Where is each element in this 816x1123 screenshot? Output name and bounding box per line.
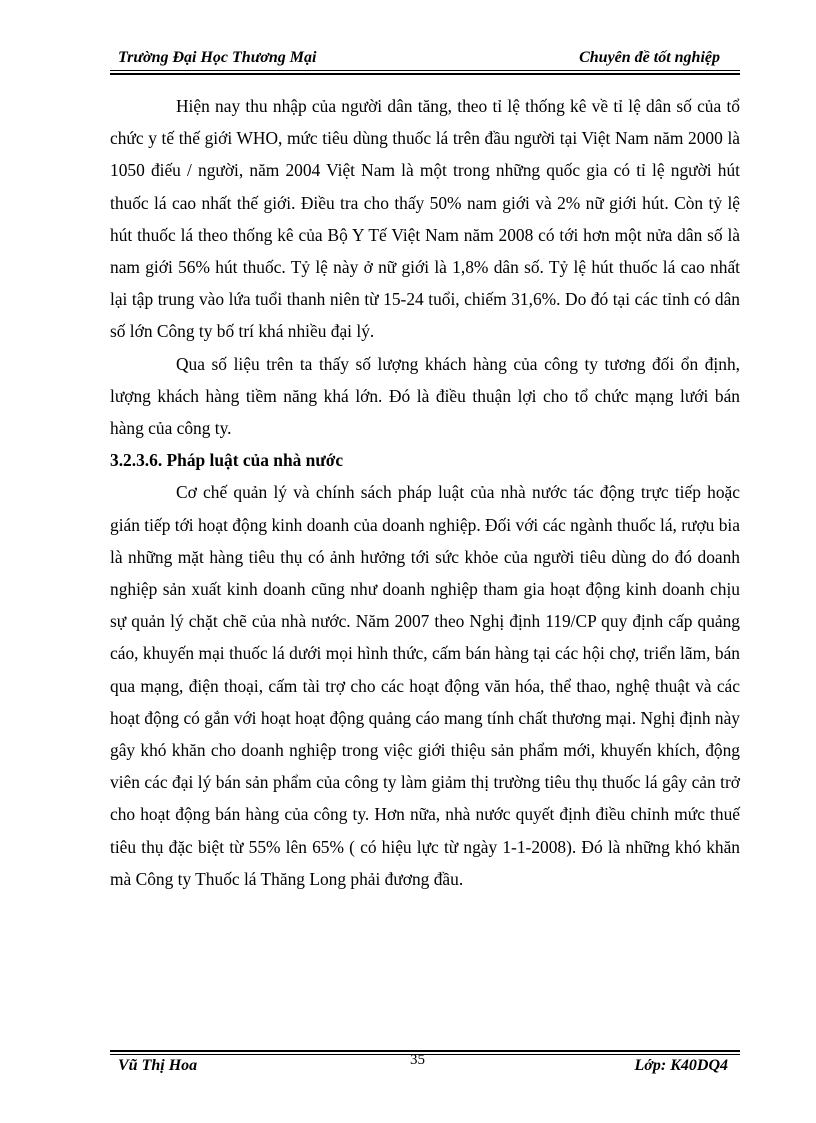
section-heading: 3.2.3.6. Pháp luật của nhà nước <box>110 450 344 471</box>
header-divider <box>110 70 740 71</box>
header-document-type: Chuyên đề tốt nghiệp <box>579 49 720 66</box>
header-divider-thick <box>110 73 740 75</box>
page-footer <box>110 1052 740 1077</box>
paragraph-population-stats: Hiện nay thu nhập của người dân tăng, theo tỉ lệ thống kê về tỉ lệ dân số của tổ chức y tế thế giới WHO, mức tiêu dùng thuốc lá trên đầu người tại Việt Nam năm 2000 là 1050 điếu / người, năm 2004 Việt Nam là một trong những quốc gia có tỉ lệ người hút thuốc lá cao nhất thế giới. Điều tra cho thấy 50% nam giới và 2% nữ giới hút. Còn tỷ lệ hút thuốc lá theo thống kê của Bộ Y Tế Việt Nam năm 2008 có tới hơn một nửa dân số là nam giới 56% hút thuốc. Tỷ lệ này ở nữ giới là 1,8% dân số. Tỷ lệ hút thuốc lá cao nhất lại tập trung vào lứa tuổi thanh niên từ 15-24 tuổi, chiếm 31,6%. Do đó tại các tỉnh có dân số lớn Công ty bố trí khá nhiều đại lý. <box>110 96 740 342</box>
paragraph-customer-analysis: Qua số liệu trên ta thấy số lượng khách hàng của công ty tương đối ổn định, lượng khách hàng tiềm năng khá lớn. Đó là điều thuận lợi cho tổ chức mạng lưới bán hàng của công ty. <box>110 353 740 439</box>
page-number: 35 <box>410 1052 425 1068</box>
footer-divider-thick <box>110 1050 740 1052</box>
page-header <box>110 46 740 70</box>
paragraph-legal-policy: Cơ chế quản lý và chính sách pháp luật của nhà nước tác động trực tiếp hoặc gián tiếp tới hoạt động kinh doanh của doanh nghiệp. Đối với các ngành thuốc lá, rượu bia là những mặt hàng tiêu thụ có ảnh hưởng tới sức khỏe của người tiêu dùng do đó doanh nghiệp sản xuất kinh doanh cũng như doanh nghiệp tham gia hoạt động kinh doanh chịu sự quản lý chặt chẽ của nhà nước. Năm 2007 theo Nghị định 119/CP quy định cấp quảng cáo, khuyến mại thuốc lá dưới mọi hình thức, cấm bán hàng tại các hội chợ, triển lãm, bán qua mạng, điện thoại, cấm tài trợ cho các hoạt động văn hóa, thể thao, nghệ thuật và các hoạt động có gắn với hoạt hoạt động quảng cáo mang tính chất thương mại. Nghị định này gây khó khăn cho doanh nghiệp trong việc giới thiệu sản phẩm mới, khuyến khích, động viên các đại lý bán sản phẩm của công ty làm giảm thị trường tiêu thụ thuốc lá gây cản trở cho hoạt động bán hàng của công ty. Hơn nữa, nhà nước quyết định điều chỉnh mức thuế tiêu thụ đặc biệt từ 55% lên 65% ( có hiệu lực từ ngày 1-1-2008). Đó là những khó khăn mà Công ty Thuốc lá Thăng Long phải đương đầu. <box>110 482 740 889</box>
footer-class: Lớp: K40DQ4 <box>634 1057 728 1074</box>
document-body <box>110 90 740 895</box>
footer-author: Vũ Thị Hoa <box>118 1057 198 1074</box>
header-school-name: Trường Đại Học Thương Mại <box>118 49 317 66</box>
